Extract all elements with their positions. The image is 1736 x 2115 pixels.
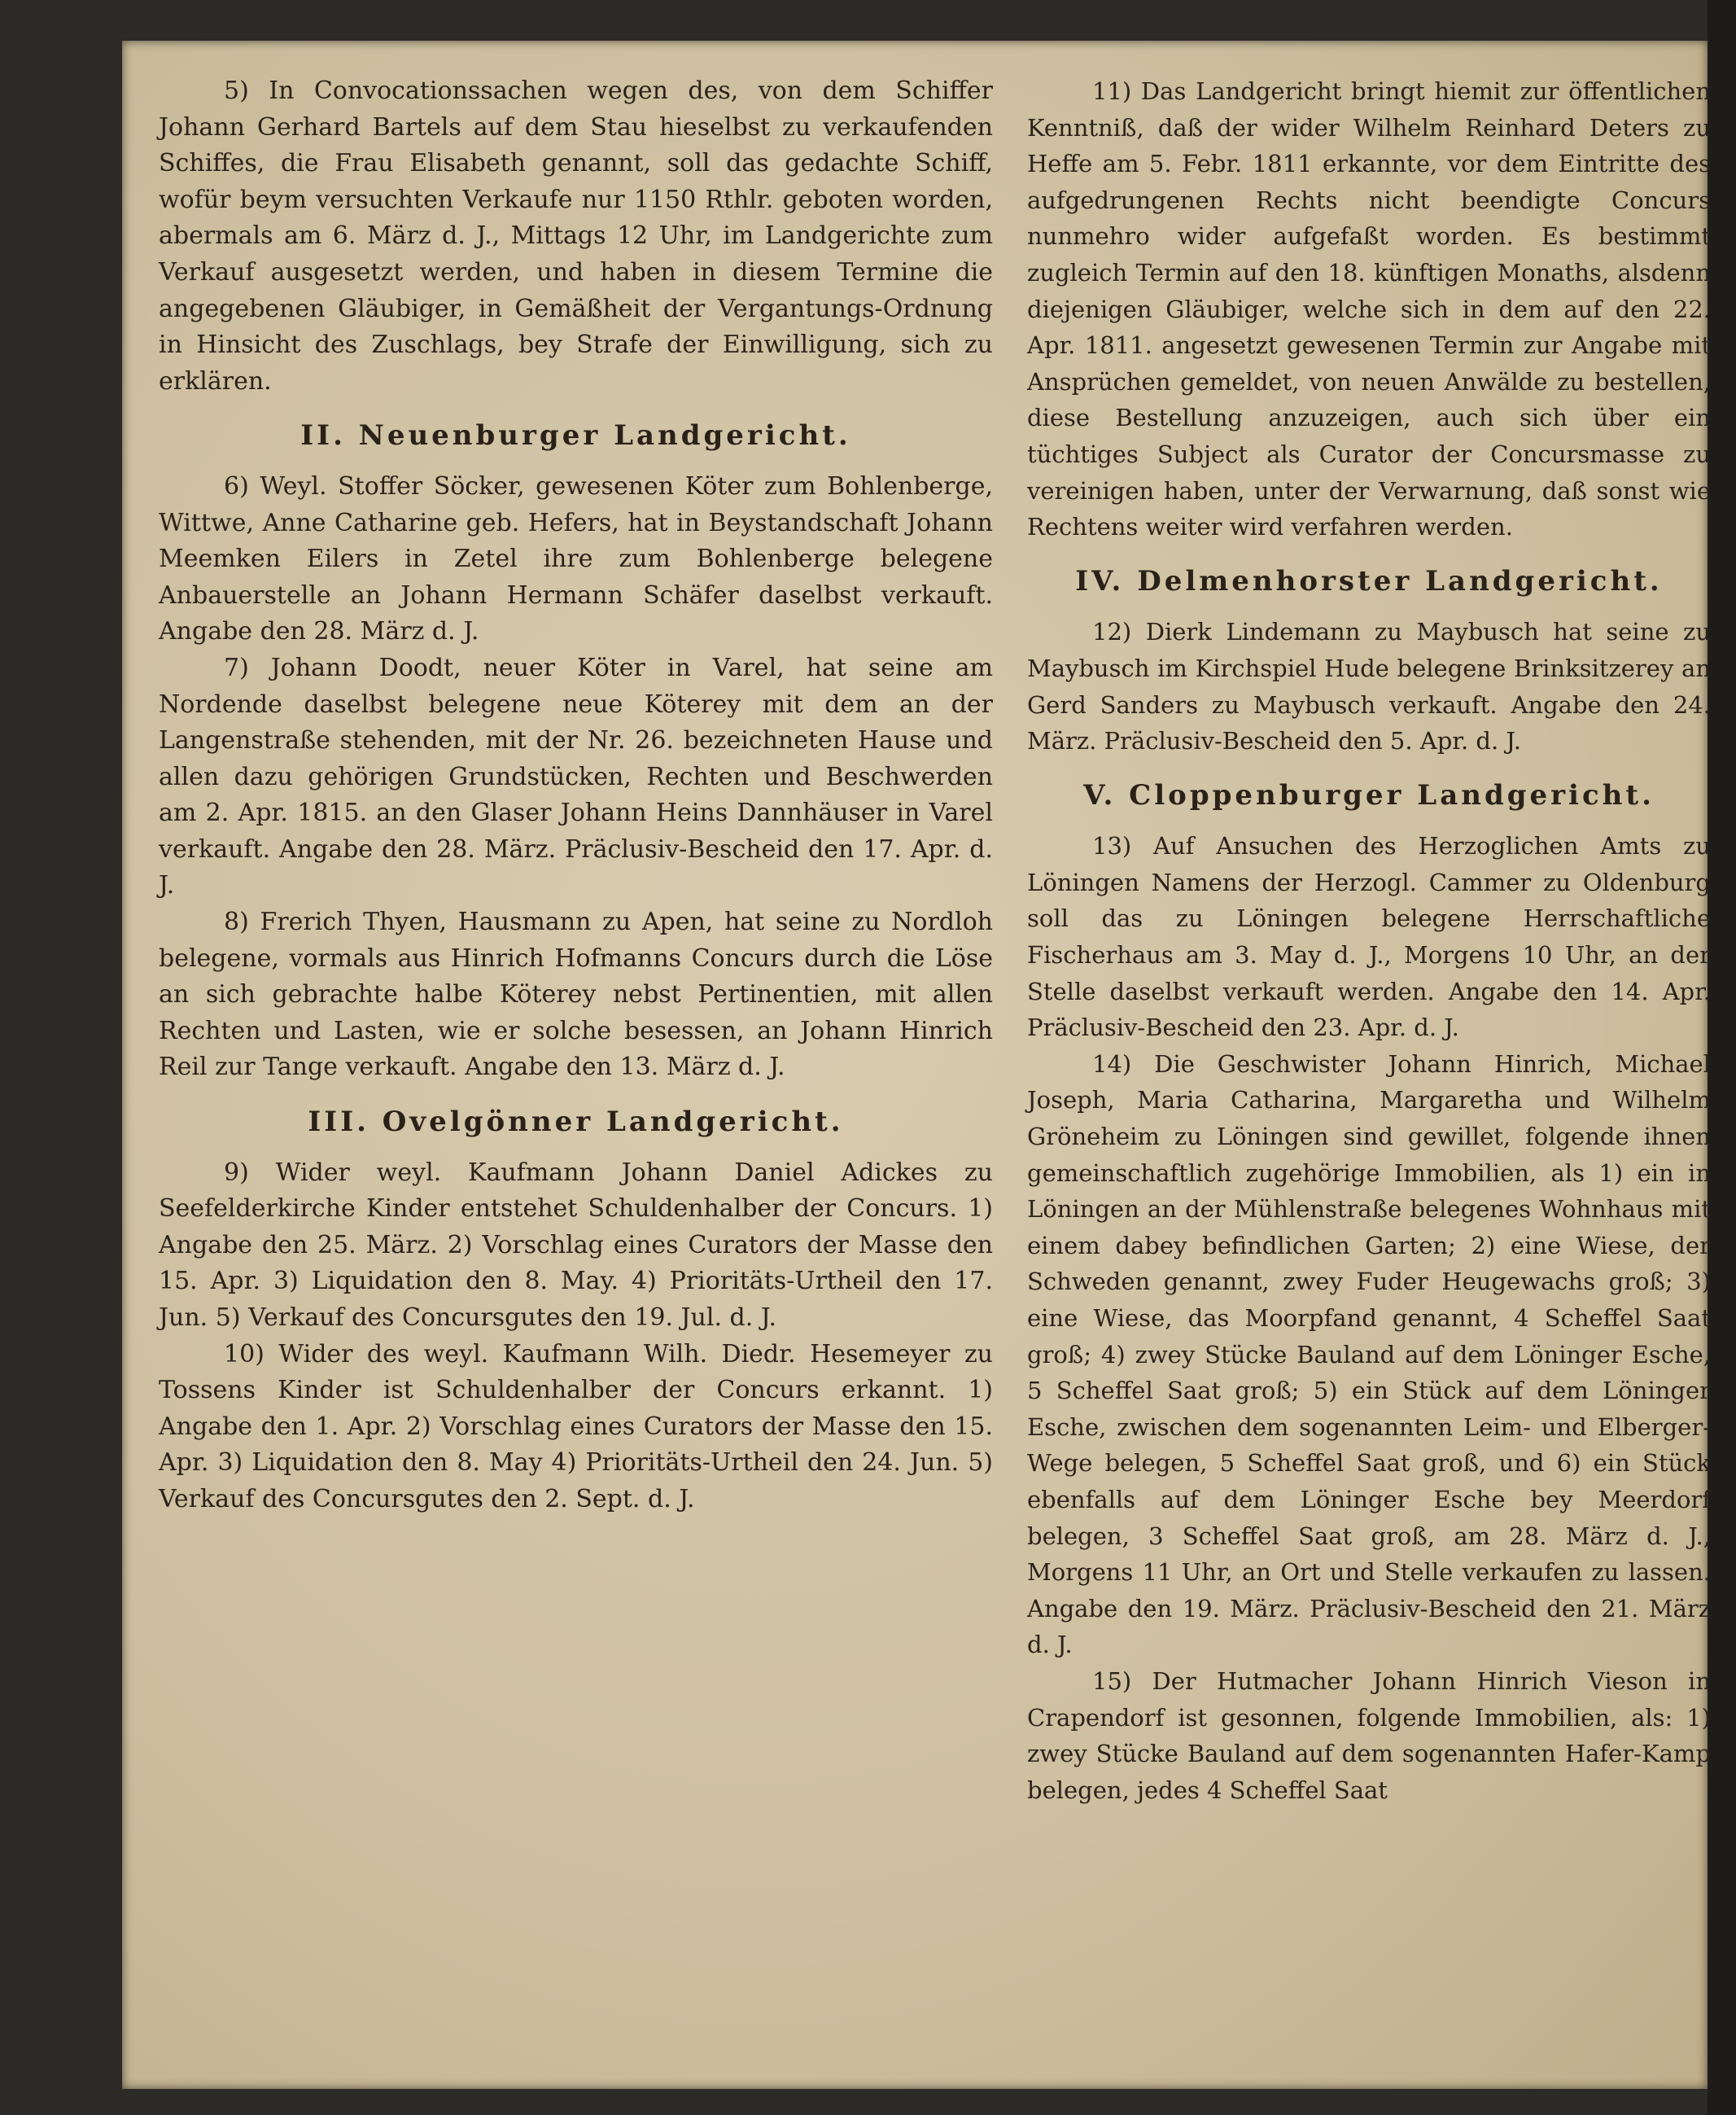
right-column [1027, 73, 1711, 1808]
notice-9: 9) Wider weyl. Kaufmann Johann Daniel Adickes zu Seefelderkirche Kinder entstehet Schuldenhalber der Concurs. 1) Angabe den 25. März. 2) Vorschlag eines Curators der Masse den 15. Apr. 3) Liquidation den 8. May. 4) Prioritäts-Urtheil den 17. Jun. 5) Verkauf des Concursgutes den 19. Jul. d. J. [159, 1158, 993, 1332]
notice-15: 15) Der Hutmacher Johann Hinrich Vieson in Crapendorf ist gesonnen, folgende Immobilien, als: 1) zwey Stücke Bauland auf dem sogenannten Hafer-Kamp belegen, jedes 4 Scheffel Saat [1027, 1666, 1711, 1804]
heading-neuenburger-landgericht: II. Neuenburger Landgericht. [300, 419, 851, 453]
notice-6: 6) Weyl. Stoffer Söcker, gewesenen Köter zum Bohlenberge, Wittwe, Anne Catharine geb. Hefers, hat in Beystandschaft Johann Meemken Eilers in Zetel ihre zum Bohlenberge belegene Anbauerstelle an Johann Hermann Schäfer daselbst verkauft. Angabe den 28. März d. J. [159, 471, 993, 646]
notice-8: 8) Frerich Thyen, Hausmann zu Apen, hat seine zu Nordloh belegene, vormals aus Hinrich Hofmanns Concurs durch die Löse an sich gebrachte halbe Köterey nebst Pertinentien, mit allen Rechten und Lasten, wie er solche besessen, an Johann Hinrich Reil zur Tange verkauft. Angabe den 13. März d. J. [159, 908, 993, 1082]
notice-5: 5) In Convocationssachen wegen des, von dem Schiffer Johann Gerhard Bartels auf dem Stau hieselbst zu verkaufenden Schiffes, die Frau Elisabeth genannt, soll das gedachte Schiff, wofür beym versuchten Verkaufe nur 1150 Rthlr. geboten worden, abermals am 6. März d. J., Mittags 12 Uhr, im Landgerichte zum Verkauf ausgesetzt werden, und haben in diesem Termine die angegebenen Gläubiger, in Gemäßheit der Vergantungs-Ordnung in Hinsicht des Zuschlags, bey Strafe der Einwilligung, sich zu erklären. [159, 77, 993, 396]
notice-10: 10) Wider des weyl. Kaufmann Wilh. Diedr. Hesemeyer zu Tossens Kinder ist Schuldenhalber der Concurs erkannt. 1) Angabe den 1. Apr. 2) Vorschlag eines Curators der Masse den 15. Apr. 3) Liquidation den 8. May 4) Prioritäts-Urtheil den 24. Jun. 5) Verkauf des Concursgutes den 2. Sept. d. J. [159, 1339, 993, 1513]
left-column [159, 73, 993, 1518]
heading-delmenhorster-landgericht: IV. Delmenhorster Landgericht. [1075, 564, 1663, 598]
page-edge-shadow [1708, 0, 1736, 2115]
heading-cloppenburger-landgericht: V. Cloppenburger Landgericht. [1083, 778, 1655, 812]
notice-14: 14) Die Geschwister Johann Hinrich, Michael Joseph, Maria Catharina, Margaretha und Wilhelm Gröneheim zu Löningen sind gewillet, folgende ihnen gemeinschaftlich zugehörige Immobilien, als 1) ein in Löningen an der Mühlenstraße belegenes Wohnhaus mit einem dabey befindlichen Garten; 2) eine Wiese, der Schweden genannt, zwey Fuder Heugewachs groß; 3) eine Wiese, das Moorpfand genannt, 4 Scheffel Saat groß; 4) zwey Stücke Bauland auf dem Löninger Esche, 5 Scheffel Saat groß; 5) ein Stück auf dem Löninger Esche, zwischen dem sogenannten Leim- und Elberger-Wege belegen, 5 Scheffel Saat groß, und 6) ein Stück ebenfalls auf dem Löninger Esche bey Meerdorf belegen, 3 Scheffel Saat groß, am 28. März d. J., Morgens 11 Uhr, an Ort und Stelle verkaufen zu lassen. Angabe den 19. März. Präclusiv-Bescheid den 21. März d. J. [1027, 1049, 1711, 1659]
heading-ovelgoenner-landgericht: III. Ovelgönner Landgericht. [308, 1106, 844, 1139]
notice-13: 13) Auf Ansuchen des Herzoglichen Amts zu Löningen Namens der Herzogl. Cammer zu Oldenburg soll das zu Löningen belegene Herrschaftliche Fischerhaus am 3. May d. J., Morgens 10 Uhr, an der Stelle daselbst verkauft werden. Angabe den 14. Apr. Präclusiv-Bescheid den 23. Apr. d. J. [1027, 832, 1711, 1042]
notice-7: 7) Johann Doodt, neuer Köter in Varel, hat seine am Nordende daselbst belegene neue Köterey mit dem an der Langenstraße stehenden, mit der Nr. 26. bezeichneten Hause und allen dazu gehörigen Grundstücken, Rechten und Beschwerden am 2. Apr. 1815. an den Glaser Johann Heins Dannhäuser in Varel verkauft. Angabe den 28. März. Präclusiv-Bescheid den 17. Apr. d. J. [159, 653, 993, 900]
notice-12: 12) Dierk Lindemann zu Maybusch hat seine zu Maybusch im Kirchspiel Hude belegene Brinksitzerey an Gerd Sanders zu Maybusch verkauft. Angabe den 24. März. Präclusiv-Bescheid den 5. Apr. d. J. [1027, 618, 1711, 755]
notice-11: 11) Das Landgericht bringt hiemit zur öffentlichen Kenntniß, daß der wider Wilhelm Reinhard Deters zu Heffe am 5. Febr. 1811 erkannte, vor dem Eintritte des aufgedrungenen Rechts nicht beendigte Concurs nunmehro wider aufgefaßt worden. Es bestimmt zugleich Termin auf den 18. künftigen Monaths, alsdenn diejenigen Gläubiger, welche sich in dem auf den 22. Apr. 1811. angesetzt gewesenen Termin zur Angabe mit Ansprüchen gemeldet, von neuen Anwälde zu bestellen, diese Bestellung anzuzeigen, auch sich über ein tüchtiges Subject als Curator der Concursmasse zu vereinigen haben, unter der Verwarnung, daß sonst wie Rechtens weiter wird verfahren werden. [1027, 77, 1711, 541]
